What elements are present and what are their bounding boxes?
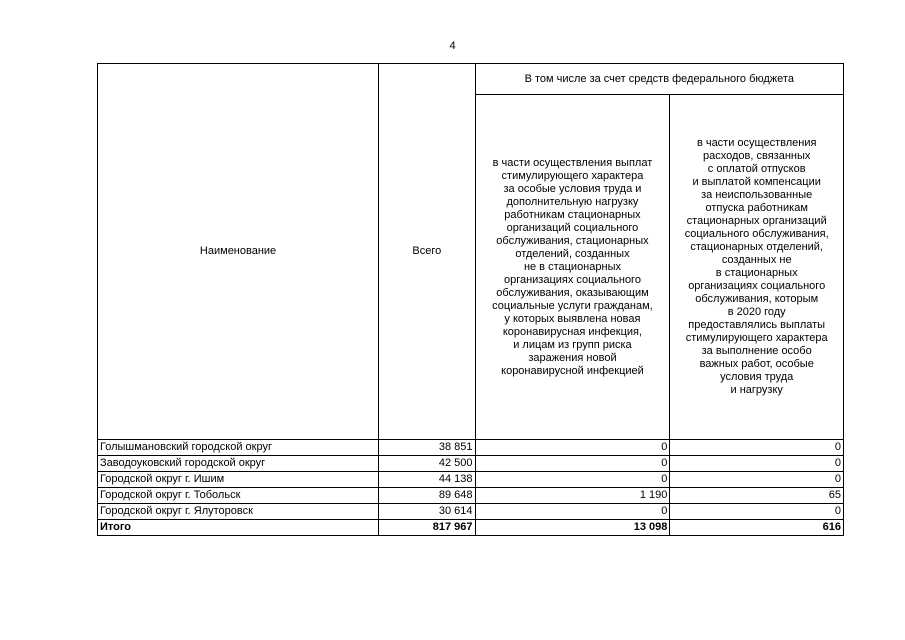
- row-name: Городской округ г. Ялуторовск: [98, 504, 379, 520]
- totals-total: 817 967: [379, 520, 475, 536]
- table-header: [98, 64, 844, 440]
- table-row: [98, 472, 844, 488]
- totals-stimulating-payments: 13 098: [475, 520, 670, 536]
- header-stimulating-payments: в части осуществления выплат стимулирующего характера за особые условия труда и дополнительную нагрузку работникам стационарных организаций социального обслуживания, стационарных отделений, созданных не в стационарных организациях социального обслуживания, оказывающим социальные услуги гражданам, у которых выявлена новая коронавирусная инфекция, и лицам из групп риска заражения новой коронавирусной инфекцией: [475, 95, 670, 440]
- header-vacation-expenses: в части осуществления расходов, связанных с оплатой отпусков и выплатой компенсации за неиспользованные отпуска работникам стационарных организаций социального обслуживания, стационарных отделений, созданных не в стационарных организациях социального обслуживания, которым в 2020 году предоставлялись выплаты стимулирующего характера за выполнение особо важных работ, особые условия труда и нагрузку: [670, 95, 844, 440]
- page-number: 4: [449, 40, 456, 52]
- table-row: [98, 504, 844, 520]
- row-vacation-expenses: 0: [670, 504, 844, 520]
- totals-row: [98, 520, 844, 536]
- header-total: Всего: [379, 64, 475, 440]
- totals-vacation-expenses: 616: [670, 520, 844, 536]
- row-name: Заводоуковский городской округ: [98, 456, 379, 472]
- header-name: Наименование: [98, 64, 379, 440]
- budget-table: [97, 63, 844, 536]
- table-row: [98, 488, 844, 504]
- row-total: 30 614: [379, 504, 475, 520]
- row-vacation-expenses: 65: [670, 488, 844, 504]
- table-row: [98, 440, 844, 456]
- row-vacation-expenses: 0: [670, 456, 844, 472]
- row-total: 38 851: [379, 440, 475, 456]
- totals-label: Итого: [98, 520, 379, 536]
- row-stimulating-payments: 1 190: [475, 488, 670, 504]
- row-stimulating-payments: 0: [475, 456, 670, 472]
- header-federal-budget: В том числе за счет средств федерального бюджета: [475, 64, 843, 95]
- row-name: Городской округ г. Тобольск: [98, 488, 379, 504]
- row-name: Голышмановский городской округ: [98, 440, 379, 456]
- table-row: [98, 456, 844, 472]
- row-vacation-expenses: 0: [670, 440, 844, 456]
- row-total: 42 500: [379, 456, 475, 472]
- row-total: 89 648: [379, 488, 475, 504]
- row-vacation-expenses: 0: [670, 472, 844, 488]
- row-total: 44 138: [379, 472, 475, 488]
- row-stimulating-payments: 0: [475, 440, 670, 456]
- row-stimulating-payments: 0: [475, 472, 670, 488]
- table-body: [98, 440, 844, 536]
- row-name: Городской округ г. Ишим: [98, 472, 379, 488]
- row-stimulating-payments: 0: [475, 504, 670, 520]
